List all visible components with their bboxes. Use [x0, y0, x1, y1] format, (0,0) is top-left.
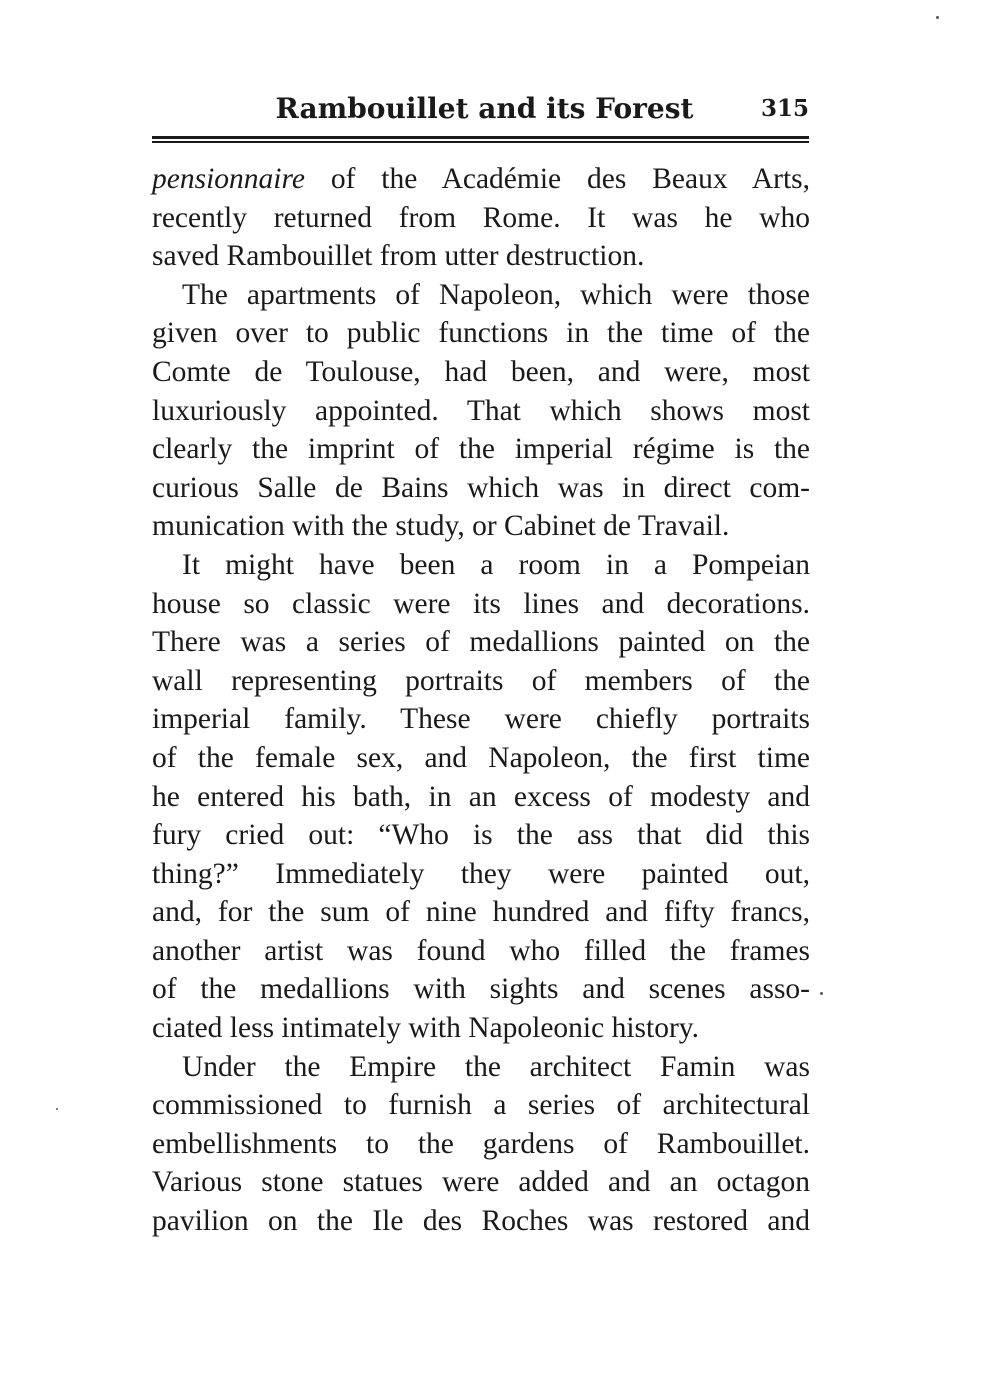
running-title: Rambouillet and its Forest	[275, 92, 694, 125]
text-line: Comte de Toulouse, had been, and were, most	[152, 355, 810, 388]
paragraph-3	[152, 546, 810, 1048]
paragraph-2	[152, 276, 810, 546]
scan-speck	[820, 992, 823, 995]
text-line: fury cried out: “Who is the ass that did this	[152, 819, 810, 852]
text-line: house so classic were its lines and decorations.	[152, 587, 810, 620]
text-line: saved Rambouillet from utter destruction.	[152, 240, 645, 273]
paragraph-4	[152, 1048, 810, 1241]
text-line: another artist was found who filled the frames	[152, 934, 810, 967]
text-line: It might have been a room in a Pompeian	[182, 548, 810, 581]
text-line: of the medallions with sights and scenes asso-	[152, 973, 810, 1006]
text-line: pensionnaire of the Académie des Beaux Arts,	[152, 163, 810, 195]
running-head	[152, 88, 809, 130]
text-line: curious Salle de Bains which was in direct com-	[152, 471, 810, 504]
text-line: Under the Empire the architect Famin was	[182, 1050, 810, 1083]
text-line: pavilion on the Ile des Roches was restored and	[152, 1205, 810, 1238]
text-line: given over to public functions in the time of the	[152, 317, 810, 350]
text-line: The apartments of Napoleon, which were those	[182, 278, 810, 311]
text-line: of the female sex, and Napoleon, the first time	[152, 741, 810, 774]
text-line: he entered his bath, in an excess of modesty and	[152, 780, 810, 813]
text-line: thing?” Immediately they were painted out,	[152, 857, 810, 890]
scan-speck	[56, 1108, 58, 1110]
scan-speck	[936, 16, 939, 19]
page-number: 315	[760, 95, 809, 122]
text-line: munication with the study, or Cabinet de Travail.	[152, 510, 730, 543]
header-double-rule	[152, 136, 809, 143]
text-line: recently returned from Rome. It was he who	[152, 201, 810, 234]
text-line: luxuriously appointed. That which shows most	[152, 394, 810, 427]
text-line: embellishments to the gardens of Rambouillet.	[152, 1127, 810, 1160]
text-line: wall representing portraits of members of the	[152, 664, 810, 697]
paragraph-1	[152, 160, 810, 276]
body-text	[152, 160, 810, 1241]
text-line: clearly the imprint of the imperial régime is the	[152, 433, 810, 466]
italic-word: pensionnaire	[152, 163, 305, 195]
text-line: and, for the sum of nine hundred and fifty francs,	[152, 896, 810, 929]
text-line: imperial family. These were chiefly portraits	[152, 703, 810, 736]
text-line: Various stone statues were added and an octagon	[152, 1166, 810, 1199]
text-line: commissioned to furnish a series of architectural	[152, 1089, 810, 1122]
text-line: There was a series of medallions painted on the	[152, 626, 810, 659]
text-line: ciated less intimately with Napoleonic history.	[152, 1012, 699, 1045]
